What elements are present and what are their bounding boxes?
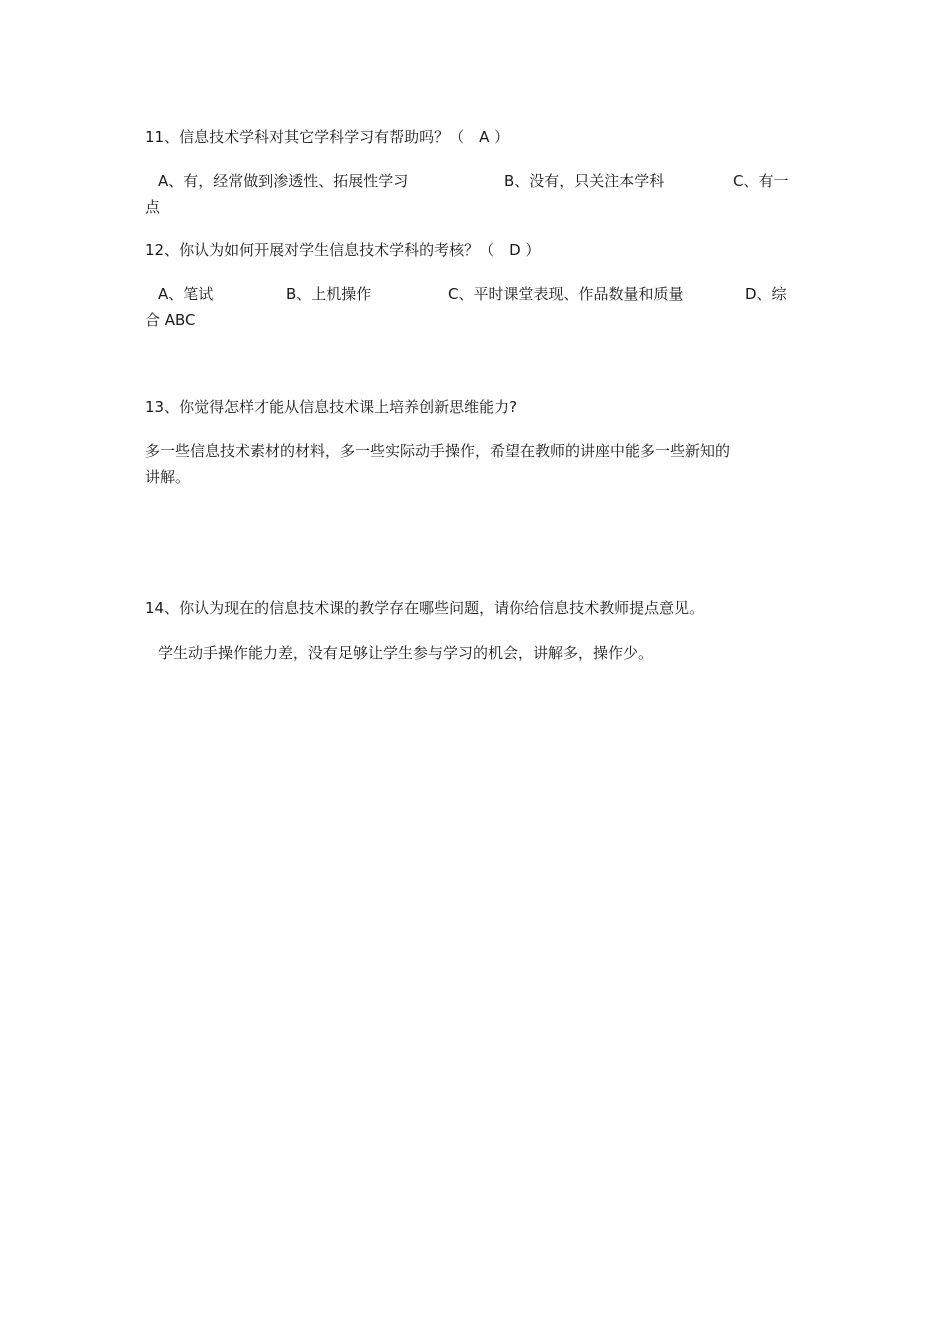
- q11-option-b: B、没有，只关注本学科: [504, 172, 665, 190]
- q12-question: 12、你认为如何开展对学生信息技术学科的考核？（ D ）: [145, 241, 541, 259]
- q14-question: 14、你认为现在的信息技术课的教学存在哪些问题，请你给信息技术教师提点意见。: [145, 599, 705, 617]
- q13-answer-line1: 多一些信息技术素材的材料，多一些实际动手操作，希望在教师的讲座中能多一些新知的: [145, 442, 731, 460]
- q13-question: 13、你觉得怎样才能从信息技术课上培养创新思维能力?: [145, 398, 518, 416]
- q11-option-c: C、有一: [733, 172, 789, 190]
- q12-option-d: D、综: [745, 285, 787, 303]
- q13-answer-line2: 讲解。: [145, 468, 191, 486]
- q12-option-a: A、笔试: [158, 285, 214, 303]
- q11-question: 11、信息技术学科对其它学科学习有帮助吗？（ A ）: [145, 128, 510, 146]
- q12-option-c: C、平时课堂表现、作品数量和质量: [448, 285, 684, 303]
- document-page: [145, 0, 800, 1344]
- q14-answer: 学生动手操作能力差，没有足够让学生参与学习的机会，讲解多，操作少。: [158, 644, 654, 662]
- q12-option-b: B、上机操作: [286, 285, 372, 303]
- q12-option-d-wrap: 合 ABC: [145, 311, 196, 329]
- q11-option-a: A、有，经常做到渗透性、拓展性学习: [158, 172, 409, 190]
- q12-options-row: [158, 284, 800, 304]
- q11-option-c-wrap: 点: [145, 198, 161, 216]
- q11-options-row: [158, 171, 800, 191]
